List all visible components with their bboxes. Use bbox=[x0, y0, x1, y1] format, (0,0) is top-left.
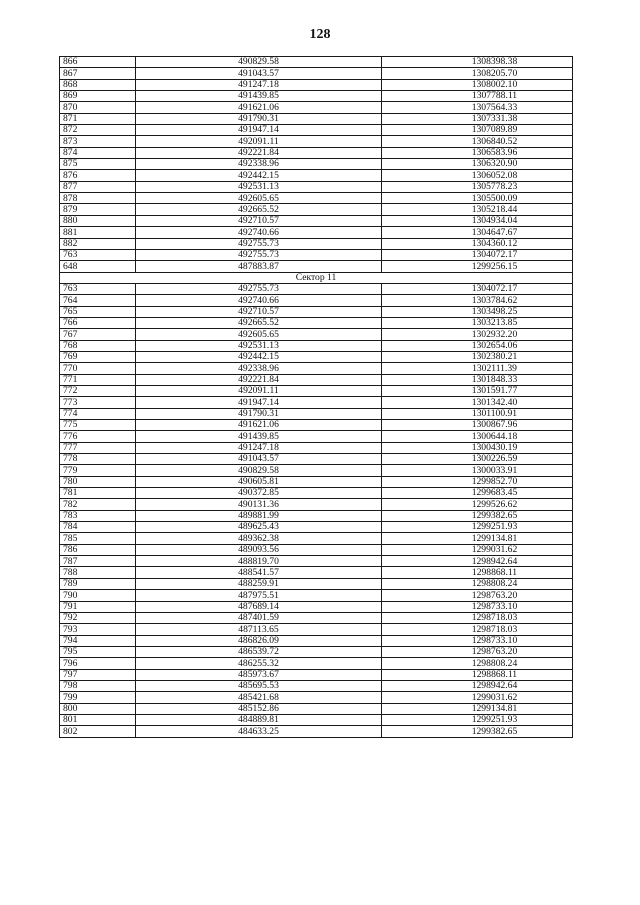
table-row bbox=[60, 57, 573, 68]
x-coordinate-cell: 484633.25 bbox=[136, 726, 382, 737]
y-coordinate-cell: 1299134.81 bbox=[382, 703, 573, 714]
y-coordinate-cell: 1300226.59 bbox=[382, 454, 573, 465]
point-number-cell: 868 bbox=[60, 79, 136, 90]
table-row bbox=[60, 329, 573, 340]
x-coordinate-cell: 489093.56 bbox=[136, 544, 382, 555]
y-coordinate-cell: 1299251.93 bbox=[382, 714, 573, 725]
x-coordinate-cell: 492338.96 bbox=[136, 363, 382, 374]
point-number-cell: 782 bbox=[60, 499, 136, 510]
point-number-cell: 776 bbox=[60, 431, 136, 442]
x-coordinate-cell: 491621.06 bbox=[136, 102, 382, 113]
table-row bbox=[60, 420, 573, 431]
x-coordinate-cell: 492755.73 bbox=[136, 249, 382, 260]
sector-section bbox=[60, 272, 573, 283]
coordinates-rows-before bbox=[60, 57, 573, 273]
x-coordinate-cell: 492605.65 bbox=[136, 193, 382, 204]
x-coordinate-cell: 492740.66 bbox=[136, 295, 382, 306]
point-number-cell: 784 bbox=[60, 522, 136, 533]
table-row bbox=[60, 317, 573, 328]
table-row bbox=[60, 215, 573, 226]
y-coordinate-cell: 1301100.91 bbox=[382, 408, 573, 419]
point-number-cell: 780 bbox=[60, 476, 136, 487]
y-coordinate-cell: 1306052.08 bbox=[382, 170, 573, 181]
point-number-cell: 767 bbox=[60, 329, 136, 340]
point-number-cell: 779 bbox=[60, 465, 136, 476]
y-coordinate-cell: 1298733.10 bbox=[382, 601, 573, 612]
table-row bbox=[60, 374, 573, 385]
y-coordinate-cell: 1306583.96 bbox=[382, 147, 573, 158]
point-number-cell: 800 bbox=[60, 703, 136, 714]
x-coordinate-cell: 485973.67 bbox=[136, 669, 382, 680]
x-coordinate-cell: 492531.13 bbox=[136, 340, 382, 351]
x-coordinate-cell: 490372.85 bbox=[136, 488, 382, 499]
x-coordinate-cell: 492442.15 bbox=[136, 351, 382, 362]
x-coordinate-cell: 485152.86 bbox=[136, 703, 382, 714]
x-coordinate-cell: 489362.38 bbox=[136, 533, 382, 544]
point-number-cell: 775 bbox=[60, 420, 136, 431]
y-coordinate-cell: 1308002.10 bbox=[382, 79, 573, 90]
point-number-cell: 766 bbox=[60, 317, 136, 328]
point-number-cell: 878 bbox=[60, 193, 136, 204]
y-coordinate-cell: 1308205.70 bbox=[382, 68, 573, 79]
y-coordinate-cell: 1302111.39 bbox=[382, 363, 573, 374]
table-row bbox=[60, 612, 573, 623]
point-number-cell: 648 bbox=[60, 261, 136, 272]
x-coordinate-cell: 492710.57 bbox=[136, 306, 382, 317]
table-row bbox=[60, 635, 573, 646]
point-number-cell: 866 bbox=[60, 57, 136, 68]
point-number-cell: 870 bbox=[60, 102, 136, 113]
table-row bbox=[60, 340, 573, 351]
table-row bbox=[60, 204, 573, 215]
table-row bbox=[60, 261, 573, 272]
x-coordinate-cell: 490605.81 bbox=[136, 476, 382, 487]
table-row bbox=[60, 590, 573, 601]
point-number-cell: 793 bbox=[60, 624, 136, 635]
y-coordinate-cell: 1299134.81 bbox=[382, 533, 573, 544]
point-number-cell: 880 bbox=[60, 215, 136, 226]
y-coordinate-cell: 1306840.52 bbox=[382, 136, 573, 147]
y-coordinate-cell: 1305218.44 bbox=[382, 204, 573, 215]
x-coordinate-cell: 492091.11 bbox=[136, 136, 382, 147]
y-coordinate-cell: 1299852.70 bbox=[382, 476, 573, 487]
table-row bbox=[60, 408, 573, 419]
y-coordinate-cell: 1307788.11 bbox=[382, 91, 573, 102]
y-coordinate-cell: 1299031.62 bbox=[382, 544, 573, 555]
point-number-cell: 882 bbox=[60, 238, 136, 249]
x-coordinate-cell: 492710.57 bbox=[136, 215, 382, 226]
point-number-cell: 790 bbox=[60, 590, 136, 601]
table-row bbox=[60, 136, 573, 147]
y-coordinate-cell: 1303213.85 bbox=[382, 317, 573, 328]
point-number-cell: 764 bbox=[60, 295, 136, 306]
y-coordinate-cell: 1307089.89 bbox=[382, 125, 573, 136]
y-coordinate-cell: 1300033.91 bbox=[382, 465, 573, 476]
x-coordinate-cell: 492665.52 bbox=[136, 317, 382, 328]
x-coordinate-cell: 491621.06 bbox=[136, 420, 382, 431]
table-row bbox=[60, 125, 573, 136]
point-number-cell: 874 bbox=[60, 147, 136, 158]
y-coordinate-cell: 1298763.20 bbox=[382, 646, 573, 657]
y-coordinate-cell: 1298868.11 bbox=[382, 567, 573, 578]
point-number-cell: 783 bbox=[60, 510, 136, 521]
point-number-cell: 877 bbox=[60, 181, 136, 192]
table-row bbox=[60, 556, 573, 567]
sector-header-row bbox=[60, 272, 573, 283]
x-coordinate-cell: 488259.91 bbox=[136, 578, 382, 589]
table-row bbox=[60, 680, 573, 691]
point-number-cell: 798 bbox=[60, 680, 136, 691]
sector-label: Сектор 11 bbox=[60, 272, 573, 283]
x-coordinate-cell: 492338.96 bbox=[136, 159, 382, 170]
page-number: 128 bbox=[309, 27, 331, 42]
table-row bbox=[60, 397, 573, 408]
table-row bbox=[60, 431, 573, 442]
x-coordinate-cell: 487883.87 bbox=[136, 261, 382, 272]
point-number-cell: 789 bbox=[60, 578, 136, 589]
point-number-cell: 794 bbox=[60, 635, 136, 646]
coordinates-table bbox=[59, 56, 573, 738]
x-coordinate-cell: 487113.65 bbox=[136, 624, 382, 635]
table-row bbox=[60, 283, 573, 294]
x-coordinate-cell: 490131.36 bbox=[136, 499, 382, 510]
table-row bbox=[60, 714, 573, 725]
table-row bbox=[60, 295, 573, 306]
table-row bbox=[60, 170, 573, 181]
table-row bbox=[60, 601, 573, 612]
point-number-cell: 769 bbox=[60, 351, 136, 362]
point-number-cell: 792 bbox=[60, 612, 136, 623]
table-row bbox=[60, 159, 573, 170]
point-number-cell: 770 bbox=[60, 363, 136, 374]
y-coordinate-cell: 1303498.25 bbox=[382, 306, 573, 317]
table-row bbox=[60, 181, 573, 192]
table-row bbox=[60, 624, 573, 635]
y-coordinate-cell: 1307564.33 bbox=[382, 102, 573, 113]
y-coordinate-cell: 1299382.65 bbox=[382, 726, 573, 737]
point-number-cell: 881 bbox=[60, 227, 136, 238]
table-row bbox=[60, 510, 573, 521]
point-number-cell: 781 bbox=[60, 488, 136, 499]
table-row bbox=[60, 102, 573, 113]
point-number-cell: 795 bbox=[60, 646, 136, 657]
point-number-cell: 797 bbox=[60, 669, 136, 680]
x-coordinate-cell: 491790.31 bbox=[136, 408, 382, 419]
point-number-cell: 873 bbox=[60, 136, 136, 147]
table-row bbox=[60, 454, 573, 465]
x-coordinate-cell: 492442.15 bbox=[136, 170, 382, 181]
x-coordinate-cell: 485421.68 bbox=[136, 692, 382, 703]
y-coordinate-cell: 1308398.38 bbox=[382, 57, 573, 68]
point-number-cell: 786 bbox=[60, 544, 136, 555]
point-number-cell: 785 bbox=[60, 533, 136, 544]
point-number-cell: 774 bbox=[60, 408, 136, 419]
point-number-cell: 871 bbox=[60, 113, 136, 124]
y-coordinate-cell: 1303784.62 bbox=[382, 295, 573, 306]
table-row bbox=[60, 692, 573, 703]
point-number-cell: 869 bbox=[60, 91, 136, 102]
point-number-cell: 799 bbox=[60, 692, 136, 703]
y-coordinate-cell: 1299031.62 bbox=[382, 692, 573, 703]
table-row bbox=[60, 238, 573, 249]
table-row bbox=[60, 726, 573, 737]
x-coordinate-cell: 488541.57 bbox=[136, 567, 382, 578]
x-coordinate-cell: 486826.09 bbox=[136, 635, 382, 646]
y-coordinate-cell: 1298733.10 bbox=[382, 635, 573, 646]
x-coordinate-cell: 487975.51 bbox=[136, 590, 382, 601]
point-number-cell: 867 bbox=[60, 68, 136, 79]
x-coordinate-cell: 491947.14 bbox=[136, 397, 382, 408]
table-row bbox=[60, 669, 573, 680]
y-coordinate-cell: 1304647.67 bbox=[382, 227, 573, 238]
table-row bbox=[60, 249, 573, 260]
y-coordinate-cell: 1302654.06 bbox=[382, 340, 573, 351]
y-coordinate-cell: 1298868.11 bbox=[382, 669, 573, 680]
table-row bbox=[60, 544, 573, 555]
y-coordinate-cell: 1300430.19 bbox=[382, 442, 573, 453]
table-row bbox=[60, 306, 573, 317]
x-coordinate-cell: 492740.66 bbox=[136, 227, 382, 238]
y-coordinate-cell: 1299382.65 bbox=[382, 510, 573, 521]
point-number-cell: 771 bbox=[60, 374, 136, 385]
y-coordinate-cell: 1299683.45 bbox=[382, 488, 573, 499]
point-number-cell: 788 bbox=[60, 567, 136, 578]
x-coordinate-cell: 486255.32 bbox=[136, 658, 382, 669]
y-coordinate-cell: 1299526.62 bbox=[382, 499, 573, 510]
table-row bbox=[60, 363, 573, 374]
x-coordinate-cell: 487689.14 bbox=[136, 601, 382, 612]
x-coordinate-cell: 492665.52 bbox=[136, 204, 382, 215]
point-number-cell: 778 bbox=[60, 454, 136, 465]
x-coordinate-cell: 491247.18 bbox=[136, 79, 382, 90]
table-row bbox=[60, 476, 573, 487]
x-coordinate-cell: 491439.85 bbox=[136, 431, 382, 442]
table-row bbox=[60, 91, 573, 102]
point-number-cell: 777 bbox=[60, 442, 136, 453]
point-number-cell: 875 bbox=[60, 159, 136, 170]
x-coordinate-cell: 491790.31 bbox=[136, 113, 382, 124]
y-coordinate-cell: 1307331.38 bbox=[382, 113, 573, 124]
table-row bbox=[60, 385, 573, 396]
table-row bbox=[60, 68, 573, 79]
table-row bbox=[60, 658, 573, 669]
y-coordinate-cell: 1298718.03 bbox=[382, 624, 573, 635]
x-coordinate-cell: 491947.14 bbox=[136, 125, 382, 136]
y-coordinate-cell: 1298718.03 bbox=[382, 612, 573, 623]
point-number-cell: 872 bbox=[60, 125, 136, 136]
x-coordinate-cell: 490829.58 bbox=[136, 57, 382, 68]
y-coordinate-cell: 1305778.23 bbox=[382, 181, 573, 192]
x-coordinate-cell: 491439.85 bbox=[136, 91, 382, 102]
x-coordinate-cell: 489881.99 bbox=[136, 510, 382, 521]
y-coordinate-cell: 1304360.12 bbox=[382, 238, 573, 249]
point-number-cell: 763 bbox=[60, 249, 136, 260]
point-number-cell: 802 bbox=[60, 726, 136, 737]
point-number-cell: 791 bbox=[60, 601, 136, 612]
point-number-cell: 876 bbox=[60, 170, 136, 181]
y-coordinate-cell: 1301848.33 bbox=[382, 374, 573, 385]
x-coordinate-cell: 486539.72 bbox=[136, 646, 382, 657]
point-number-cell: 796 bbox=[60, 658, 136, 669]
x-coordinate-cell: 492755.73 bbox=[136, 283, 382, 294]
point-number-cell: 768 bbox=[60, 340, 136, 351]
x-coordinate-cell: 492531.13 bbox=[136, 181, 382, 192]
y-coordinate-cell: 1306320.90 bbox=[382, 159, 573, 170]
y-coordinate-cell: 1298942.64 bbox=[382, 680, 573, 691]
table-row bbox=[60, 522, 573, 533]
x-coordinate-cell: 487401.59 bbox=[136, 612, 382, 623]
table-row bbox=[60, 533, 573, 544]
table-row bbox=[60, 147, 573, 158]
point-number-cell: 772 bbox=[60, 385, 136, 396]
y-coordinate-cell: 1302932.20 bbox=[382, 329, 573, 340]
x-coordinate-cell: 492091.11 bbox=[136, 385, 382, 396]
x-coordinate-cell: 492221.84 bbox=[136, 147, 382, 158]
y-coordinate-cell: 1304072.17 bbox=[382, 283, 573, 294]
x-coordinate-cell: 491043.57 bbox=[136, 454, 382, 465]
x-coordinate-cell: 490829.58 bbox=[136, 465, 382, 476]
x-coordinate-cell: 492755.73 bbox=[136, 238, 382, 249]
x-coordinate-cell: 485695.53 bbox=[136, 680, 382, 691]
y-coordinate-cell: 1304072.17 bbox=[382, 249, 573, 260]
y-coordinate-cell: 1300867.96 bbox=[382, 420, 573, 431]
table-row bbox=[60, 442, 573, 453]
x-coordinate-cell: 489625.43 bbox=[136, 522, 382, 533]
point-number-cell: 763 bbox=[60, 283, 136, 294]
y-coordinate-cell: 1304934.04 bbox=[382, 215, 573, 226]
table-row bbox=[60, 488, 573, 499]
y-coordinate-cell: 1298942.64 bbox=[382, 556, 573, 567]
table-row bbox=[60, 227, 573, 238]
point-number-cell: 879 bbox=[60, 204, 136, 215]
table-row bbox=[60, 567, 573, 578]
table-row bbox=[60, 578, 573, 589]
y-coordinate-cell: 1298808.24 bbox=[382, 578, 573, 589]
coordinates-rows-after bbox=[60, 283, 573, 737]
x-coordinate-cell: 492605.65 bbox=[136, 329, 382, 340]
table-row bbox=[60, 79, 573, 90]
point-number-cell: 801 bbox=[60, 714, 136, 725]
x-coordinate-cell: 484889.81 bbox=[136, 714, 382, 725]
y-coordinate-cell: 1301591.77 bbox=[382, 385, 573, 396]
table-row bbox=[60, 351, 573, 362]
y-coordinate-cell: 1305500.09 bbox=[382, 193, 573, 204]
x-coordinate-cell: 491043.57 bbox=[136, 68, 382, 79]
table-row bbox=[60, 113, 573, 124]
x-coordinate-cell: 491247.18 bbox=[136, 442, 382, 453]
point-number-cell: 773 bbox=[60, 397, 136, 408]
point-number-cell: 765 bbox=[60, 306, 136, 317]
table-row bbox=[60, 646, 573, 657]
table-row bbox=[60, 499, 573, 510]
x-coordinate-cell: 488819.70 bbox=[136, 556, 382, 567]
table-row bbox=[60, 465, 573, 476]
x-coordinate-cell: 492221.84 bbox=[136, 374, 382, 385]
y-coordinate-cell: 1300644.18 bbox=[382, 431, 573, 442]
y-coordinate-cell: 1301342.40 bbox=[382, 397, 573, 408]
table-row bbox=[60, 193, 573, 204]
y-coordinate-cell: 1298763.20 bbox=[382, 590, 573, 601]
point-number-cell: 787 bbox=[60, 556, 136, 567]
y-coordinate-cell: 1302380.21 bbox=[382, 351, 573, 362]
y-coordinate-cell: 1298808.24 bbox=[382, 658, 573, 669]
table-row bbox=[60, 703, 573, 714]
y-coordinate-cell: 1299251.93 bbox=[382, 522, 573, 533]
y-coordinate-cell: 1299256.15 bbox=[382, 261, 573, 272]
